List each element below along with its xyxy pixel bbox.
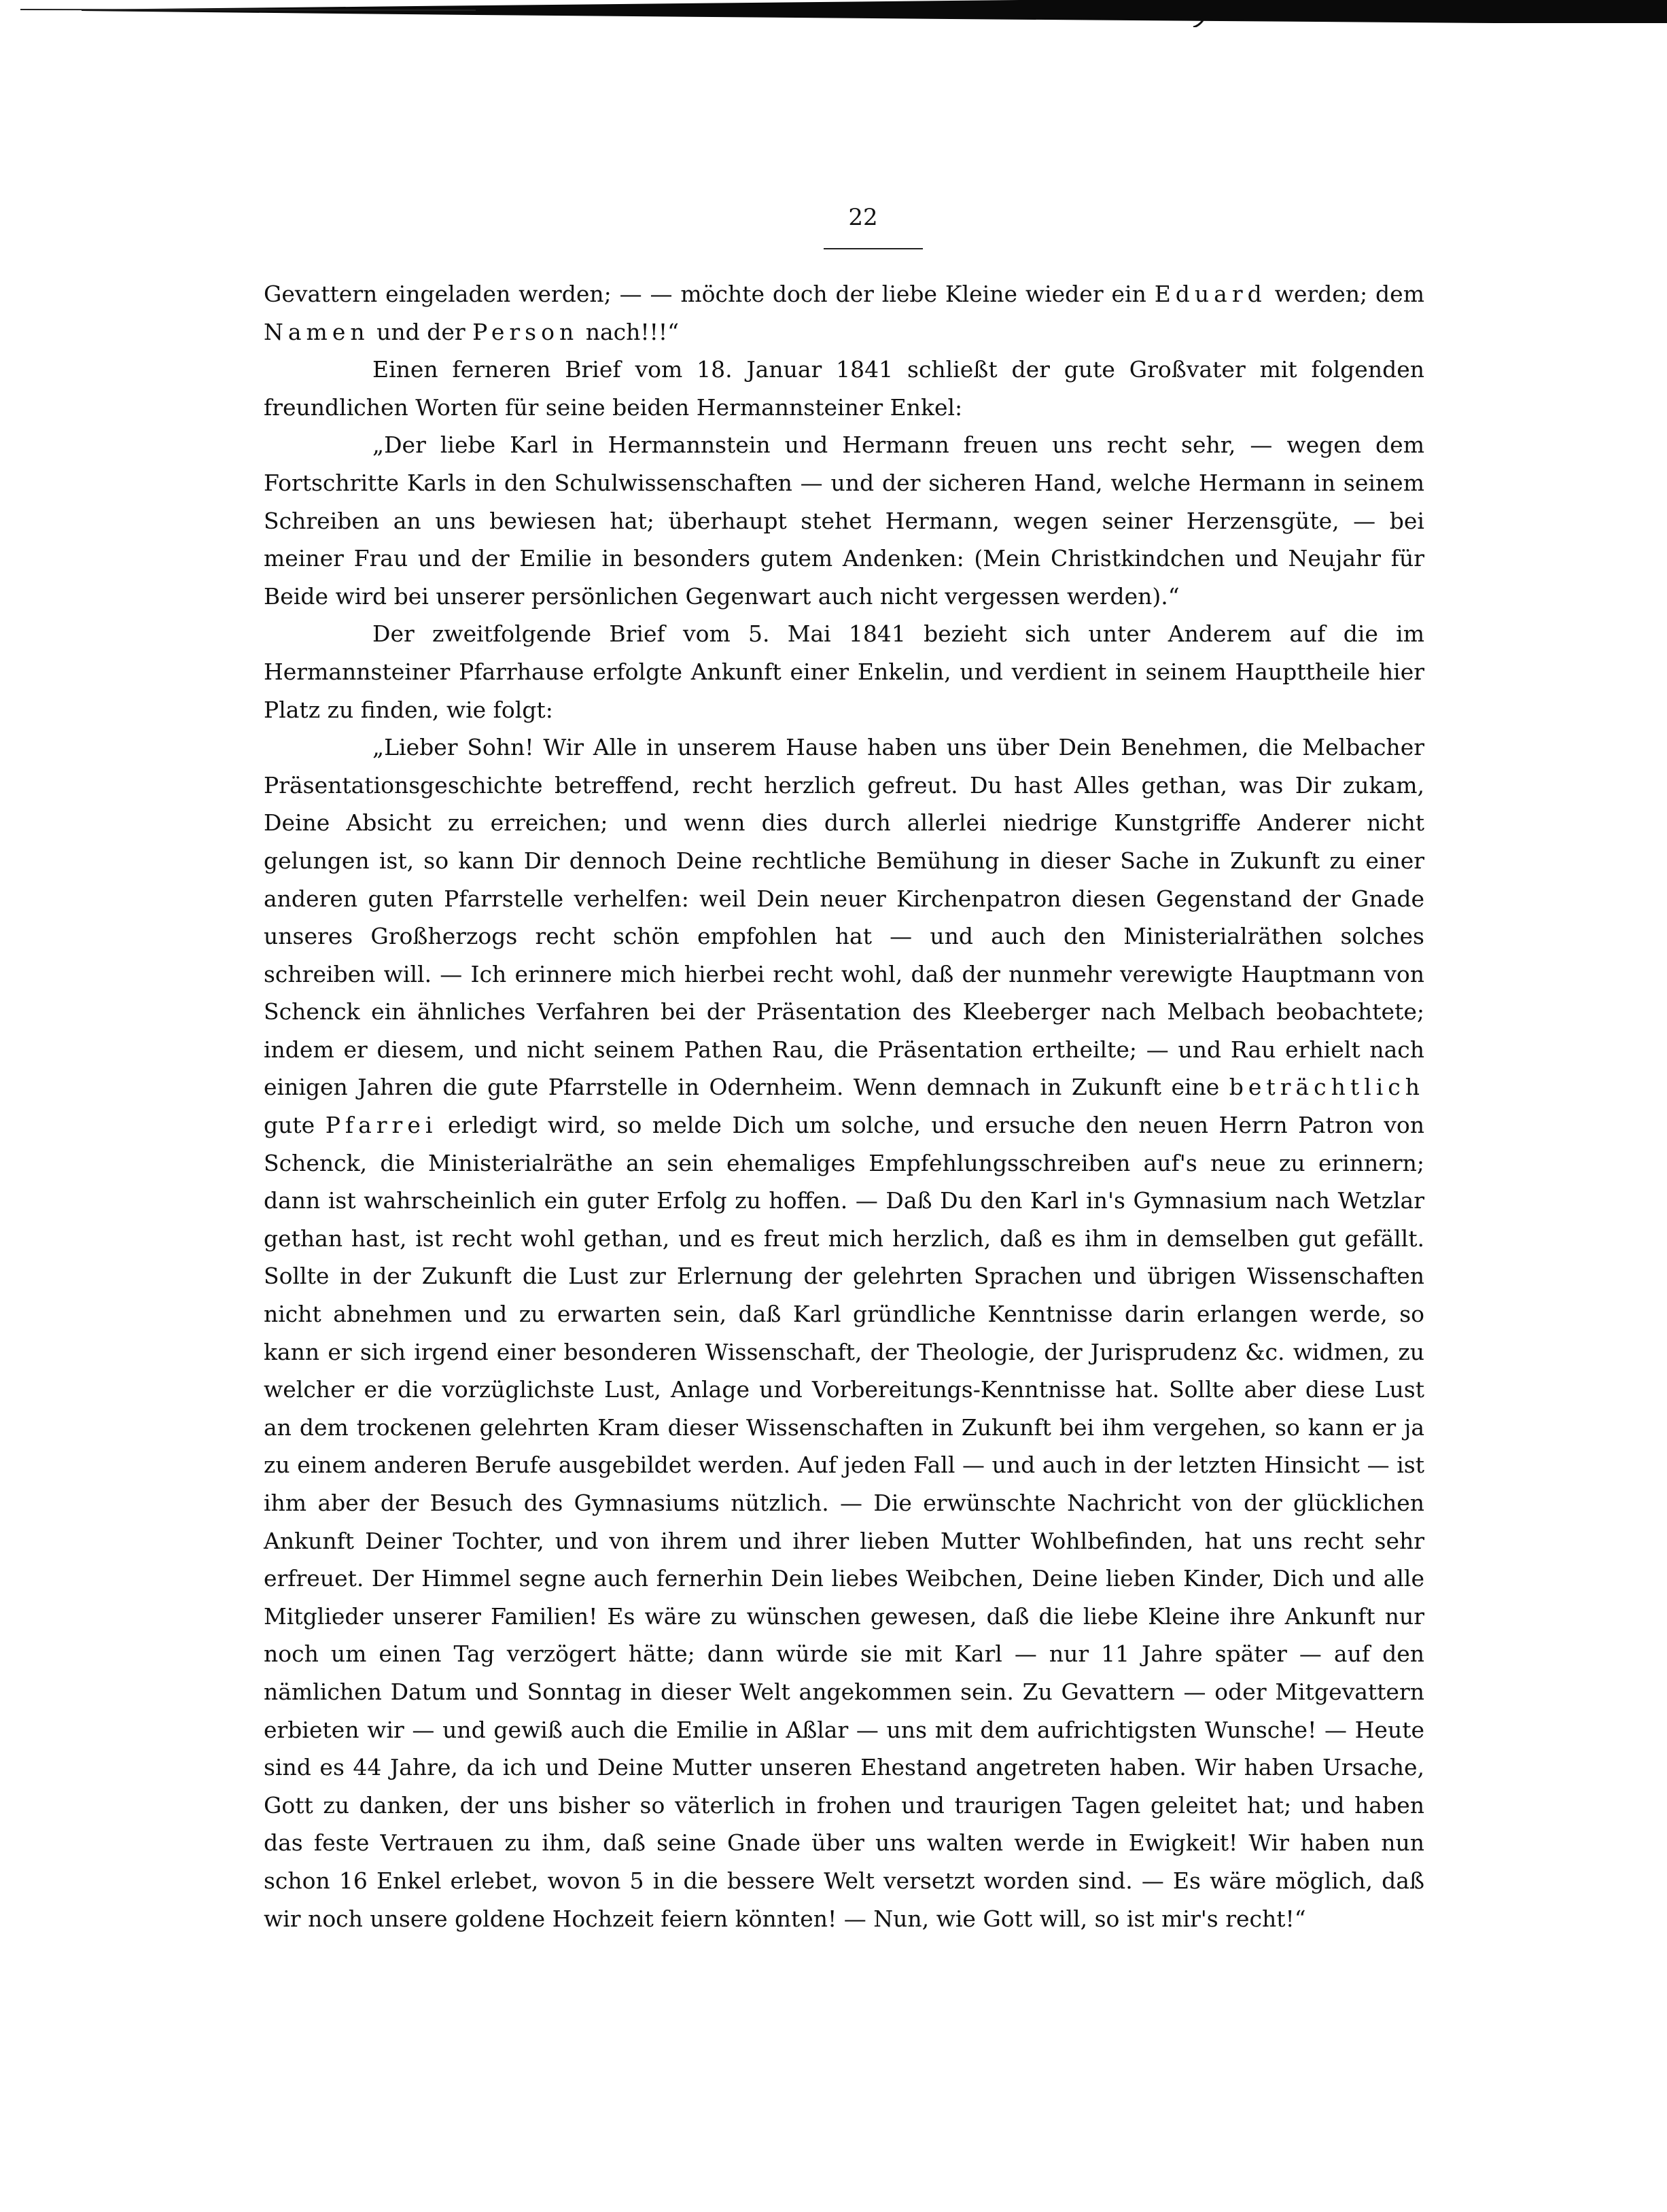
paragraph-3-quote <box>264 426 1424 615</box>
page-number-rule <box>824 248 923 249</box>
paragraph-1 <box>264 275 1424 351</box>
paragraph-5-letter <box>264 728 1424 1937</box>
text-segment: und der <box>369 318 473 345</box>
emphasized-word-pfarrei: Pfarrei <box>325 1112 438 1139</box>
text-segment: Gevattern eingeladen werden; — — möchte doch der liebe Kleine wieder ein <box>264 281 1155 307</box>
emphasized-word-betraechtlich: beträchtlich <box>1229 1074 1424 1101</box>
text-segment: gute <box>264 1112 326 1139</box>
emphasized-word-person: Person <box>472 318 579 345</box>
paragraph-2 <box>264 351 1424 426</box>
text-segment: Einen ferneren Brief vom 18. Januar 1841 schließt der gute Großvater mit folgenden freundlichen Worten für seine beiden Hermannsteiner Enkel: <box>264 356 1424 421</box>
text-segment: „Lieber Sohn! Wir Alle in unserem Hause haben uns über Dein Benehmen, die Melbacher Präsentationsgeschichte betreffend, recht herzlich gefreut. Du hast Alles gethan, was Dir zukam, Deine Absicht zu erreichen; und wenn dies durch allerlei niedrige Kunstgriffe Anderer nicht gelungen ist, so kann Dir dennoch Deine rechtliche Bemühung in dieser Sache in Zukunft zu einer anderen guten Pfarrstelle verhelfen: weil Dein neuer Kirchenpatron diesen Gegenstand der Gnade unseres Großherzogs recht schön empfohlen hat — und auch den Ministerialräthen solches schreiben will. — Ich erinnere mich hierbei recht wohl, daß der nunmehr verewigte Hauptmann von Schenck ein ähnliches Verfahren bei der Präsentation des Kleeberger nach Melbach beobachtete; indem er diesem, und nicht seinem Pathen Rau, die Präsentation ertheilte; — und Rau erhielt nach einigen Jahren die gute Pfarrstelle in Odernheim. Wenn demnach in Zukunft eine <box>264 734 1424 1101</box>
emphasized-name-eduard: Eduard <box>1154 281 1267 307</box>
page-number: 22 <box>848 204 878 231</box>
scan-edge-artifact <box>0 0 1667 27</box>
text-segment: nach!!!“ <box>578 318 680 345</box>
text-segment: Der zweitfolgende Brief vom 5. Mai 1841 bezieht sich unter Anderem auf die im Hermannsteiner Pfarrhause erfolgte Ankunft einer Enkelin, und verdient in seinem Haupttheile hier Platz zu finden, wie folgt: <box>264 620 1424 723</box>
text-segment: „Der liebe Karl in Hermannstein und Hermann freuen uns recht sehr, — wegen dem Fortschritte Karls in den Schulwissenschaften — und der sicheren Hand, welche Hermann in seinem Schreiben an uns bewiesen hat; überhaupt stehet Hermann, wegen seiner Herzensgüte, — bei meiner Frau und der Emilie in besonders gutem Andenken: (Mein Christkindchen und Neujahr für Beide wird bei unserer persönlichen Gegenwart auch nicht vergessen werden).“ <box>264 432 1424 610</box>
body-text <box>264 275 1424 1937</box>
text-segment: erledigt wird, so melde Dich um solche, und ersuche den neuen Herrn Patron von Schenck, die Ministerialräthe an sein ehemaliges Empfehlungsschreiben auf's neue zu erinnern; dann ist wahrscheinlich ein guter Erfolg zu hoffen. — Daß Du den Karl in's Gymnasium nach Wetzlar gethan hast, ist recht wohl gethan, und es freut mich herzlich, daß es ihm in demselben gut gefällt. Sollte in der Zukunft die Lust zur Erlernung der gelehrten Sprachen und übrigen Wissenschaften nicht abnehmen und zu erwarten sein, daß Karl gründliche Kenntnisse darin erlangen werde, so kann er sich irgend einer besonderen Wissenschaft, der Theologie, der Jurisprudenz &c. widmen, zu welcher er die vorzüglichste Lust, Anlage und Vorbereitungs-Kenntnisse hat. Sollte aber diese Lust an dem trockenen gelehrten Kram dieser Wissenschaften in Zukunft bei ihm vergehen, so kann er ja zu einem anderen Berufe ausgebildet werden. Auf jeden Fall — und auch in der letzten Hinsicht — ist ihm aber der Besuch des Gymnasiums nützlich. — Die erwünschte Nachricht von der glücklichen Ankunft Deiner Tochter, und von ihrem und ihrer lieben Mutter Wohlbefinden, hat uns recht sehr erfreuet. Der Himmel segne auch fernerhin Dein liebes Weibchen, Deine lieben Kinder, Dich und alle Mitglieder unserer Familien! Es wäre zu wünschen gewesen, daß die liebe Kleine ihre Ankunft nur noch um einen Tag verzögert hätte; dann würde sie mit Karl — nur 11 Jahre später — auf den nämlichen Datum und Sonntag in dieser Welt angekommen sein. Zu Gevattern — oder Mitgevattern erbieten wir — und gewiß auch die Emilie in Aßlar — uns mit dem aufrichtigsten Wunsche! — Heute sind es 44 Jahre, da ich und Deine Mutter unseren Ehestand angetreten haben. Wir haben Ursache, Gott zu danken, der uns bisher so väterlich in frohen und traurigen Tagen geleitet hat; und haben das feste Vertrauen zu ihm, daß seine Gnade über uns walten werde in Ewigkeit! Wir haben nun schon 16 Enkel erlebet, wovon 5 in die bessere Welt versetzt worden sind. — Es wäre möglich, daß wir noch unsere goldene Hochzeit feiern könnten! — Nun, wie Gott will, so ist mir's recht!“ <box>264 1112 1424 1932</box>
emphasized-word-namen: Namen <box>264 318 370 345</box>
paragraph-4 <box>264 615 1424 728</box>
text-segment: werden; dem <box>1266 281 1424 307</box>
